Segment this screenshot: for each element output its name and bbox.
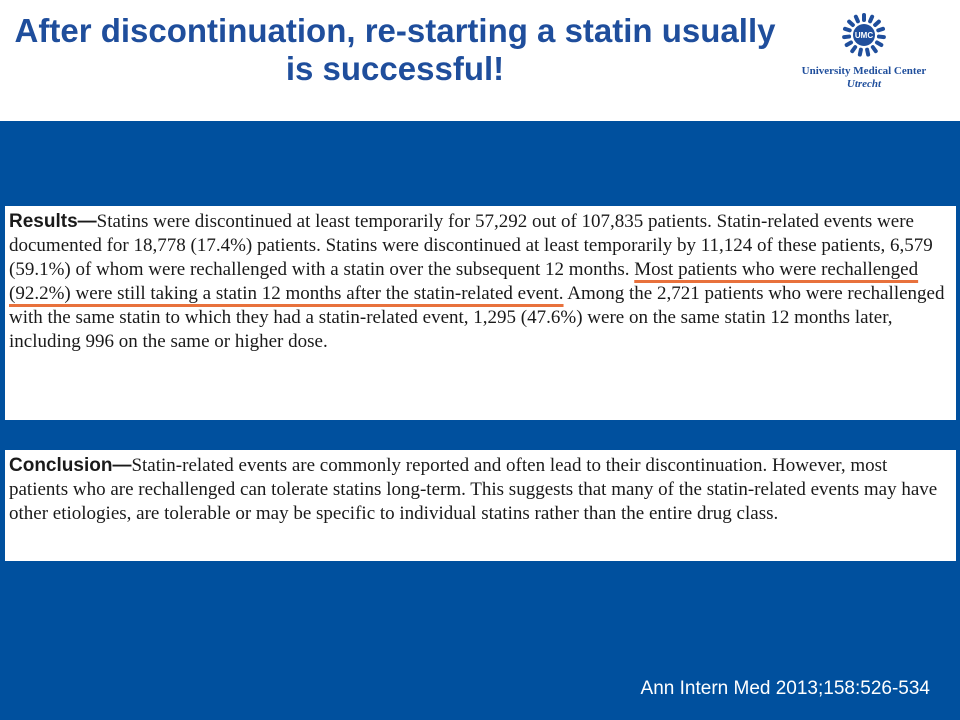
conclusion-text: Statin-related events are commonly reported and often lead to their discontinuation. However, most patients who are rechallenged can tolerate statins long-term. This suggests that many of the statin-related events may have other etiologies, are tolerable or may be specific to individual statins rather than the entire drug class. bbox=[9, 455, 938, 524]
results-text-before: Statins were discontinued at least temporarily for 57,292 out of 107,835 patients. Statin-related events were documented for 18,778 (17.4%) patients. Statins were discontinued at least temporarily by 11,124 of these patients, 6,579 (59.1%) of whom were rechallenged with a statin over the subsequent 12 months. bbox=[9, 211, 933, 280]
citation: Ann Intern Med 2013;158:526-534 bbox=[640, 678, 930, 699]
umc-utrecht-logo bbox=[784, 12, 944, 112]
logo-city: Utrecht bbox=[846, 78, 882, 90]
slide-title: After discontinuation, re-starting a statin usually is successful! bbox=[14, 12, 776, 87]
logo-name: University Medical Center bbox=[801, 65, 927, 77]
results-text-after: Among the 2,721 patients who were rechallenged with the same statin to which they had a statin-related event, 1,295 (47.6%) were on the same statin 12 months later, including 996 on the same or higher dose. bbox=[9, 283, 945, 352]
results-highlighted-text: Most patients who were rechallenged (92.2%) were still taking a statin 12 months after the statin-related event. bbox=[9, 259, 919, 304]
results-excerpt bbox=[5, 206, 956, 420]
logo-emblem-text: UMC bbox=[854, 31, 874, 40]
conclusion-excerpt bbox=[5, 450, 956, 561]
sunburst-emblem-icon bbox=[841, 12, 887, 58]
conclusion-label: Conclusion— bbox=[9, 455, 132, 476]
results-label: Results— bbox=[9, 211, 97, 232]
slide-header bbox=[0, 0, 960, 121]
